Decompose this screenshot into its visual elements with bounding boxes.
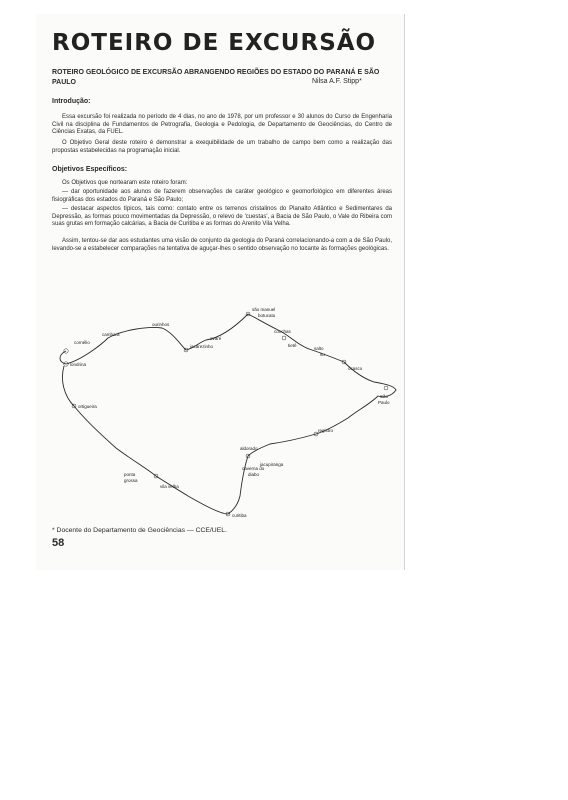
- place-label: tietê: [288, 343, 297, 348]
- place-label: botucatu: [258, 313, 276, 318]
- place-label: cambará: [102, 332, 120, 337]
- place-label: aldorado: [240, 446, 258, 451]
- place-label: caverna do: [242, 466, 265, 471]
- place-label: cornélio: [74, 340, 90, 345]
- objectives-paragraph-3: [52, 206, 392, 229]
- place-label: Paulo: [378, 400, 390, 405]
- objectives-heading: Objetivos Específicos:: [52, 166, 128, 173]
- city-marker: [282, 336, 286, 340]
- page-title: ROTEIRO DE EXCURSÃO: [52, 30, 377, 56]
- place-label: jacupiranga: [260, 462, 284, 467]
- place-label: salto: [314, 346, 324, 351]
- place-label: ortigueira: [78, 404, 97, 409]
- scan-background: [396, 0, 568, 800]
- place-label: registro: [318, 428, 334, 433]
- intro-heading: Introdução:: [52, 98, 91, 105]
- place-label: osasco: [348, 366, 363, 371]
- place-label: conchas: [274, 329, 291, 334]
- objectives-paragraph-1: [52, 180, 392, 188]
- place-label: grossa: [124, 478, 138, 483]
- city-marker: [384, 386, 388, 390]
- objectives-paragraph-4: [52, 238, 392, 253]
- place-label: são manuel: [252, 307, 276, 312]
- map-labels: [64, 307, 390, 518]
- route-line: [60, 314, 396, 514]
- footnote: * Docente do Departamento de Geociências — CCE/UEL.: [52, 527, 227, 534]
- place-label: ourinhos: [152, 322, 170, 327]
- objectives-paragraph-2: [52, 189, 392, 204]
- intro-paragraph-1: [52, 114, 392, 137]
- place-label: ponta: [124, 472, 136, 477]
- author: Nilsa A.F. Stipp*: [312, 78, 362, 85]
- place-label: avaré: [210, 336, 222, 341]
- intro-text-2: O Objetivo Geral deste roteiro é demonstrar a exequibilidade de um trabalho de campo bem como a realização das propostas estabelecidas na programação inicial.: [52, 140, 392, 154]
- place-label: londrina: [70, 362, 87, 367]
- place-label: jacarezinho: [190, 344, 214, 349]
- place-label: diabo: [248, 472, 260, 477]
- route-map: [52, 300, 402, 530]
- subtitle: ROTEIRO GEOLÓGICO DE EXCURSÃO ABRANGENDO REGIÕES DO ESTADO DO PARANÁ E SÃO PAULO: [52, 69, 380, 86]
- intro-text-1: Essa excursão foi realizada no período de 4 dias, no ano de 1978, por um professor e 30 alunos do Curso de Engenharia Civil na disciplina de Fundamentos de Petrografia, Geologia e Pedologia, de Departamento de Geociências, do Centro de Ciências Exatas, da FUEL.: [52, 114, 392, 136]
- place-label: itu: [320, 352, 325, 357]
- place-label: vila velha: [160, 484, 179, 489]
- objectives-text-3: — destacar aspectos típicos, tais como: contato entre os terrenos cristalinos do Planalto Atlântico e Sedimentares da Depressão, as formas pouco movimentadas da Depressão, o relevo de 'cuestas', a Bacia de São Paulo, o Vale do Ribeira com suas grutas em formação calcárias, a Bacia de Curitiba e as formas do Arenito Vila Velha.: [52, 206, 392, 228]
- page-number: 58: [52, 537, 65, 549]
- place-label: São: [380, 394, 389, 399]
- objectives-text-2: — dar oportunidade aos alunos de fazerem observações de caráter geológico e geomorfológico em diferentes áreas fisiográficas dos estados do Paraná e São Paulo;: [52, 189, 392, 203]
- objectives-text-1: Os Objetivos que nortearam este roteiro foram:: [62, 180, 188, 186]
- intro-paragraph-2: [52, 140, 392, 155]
- objectives-text-4: Assim, tentou-se dar aos estudantes uma visão de conjunto da geologia do Paraná correlacionando-a com a de São Paulo, levando-se a estabelecer comparações na tentativa de aguçar-lhes o sentido observação no tocante às formações geológicas.: [52, 238, 392, 252]
- place-label: curitiba: [232, 513, 247, 518]
